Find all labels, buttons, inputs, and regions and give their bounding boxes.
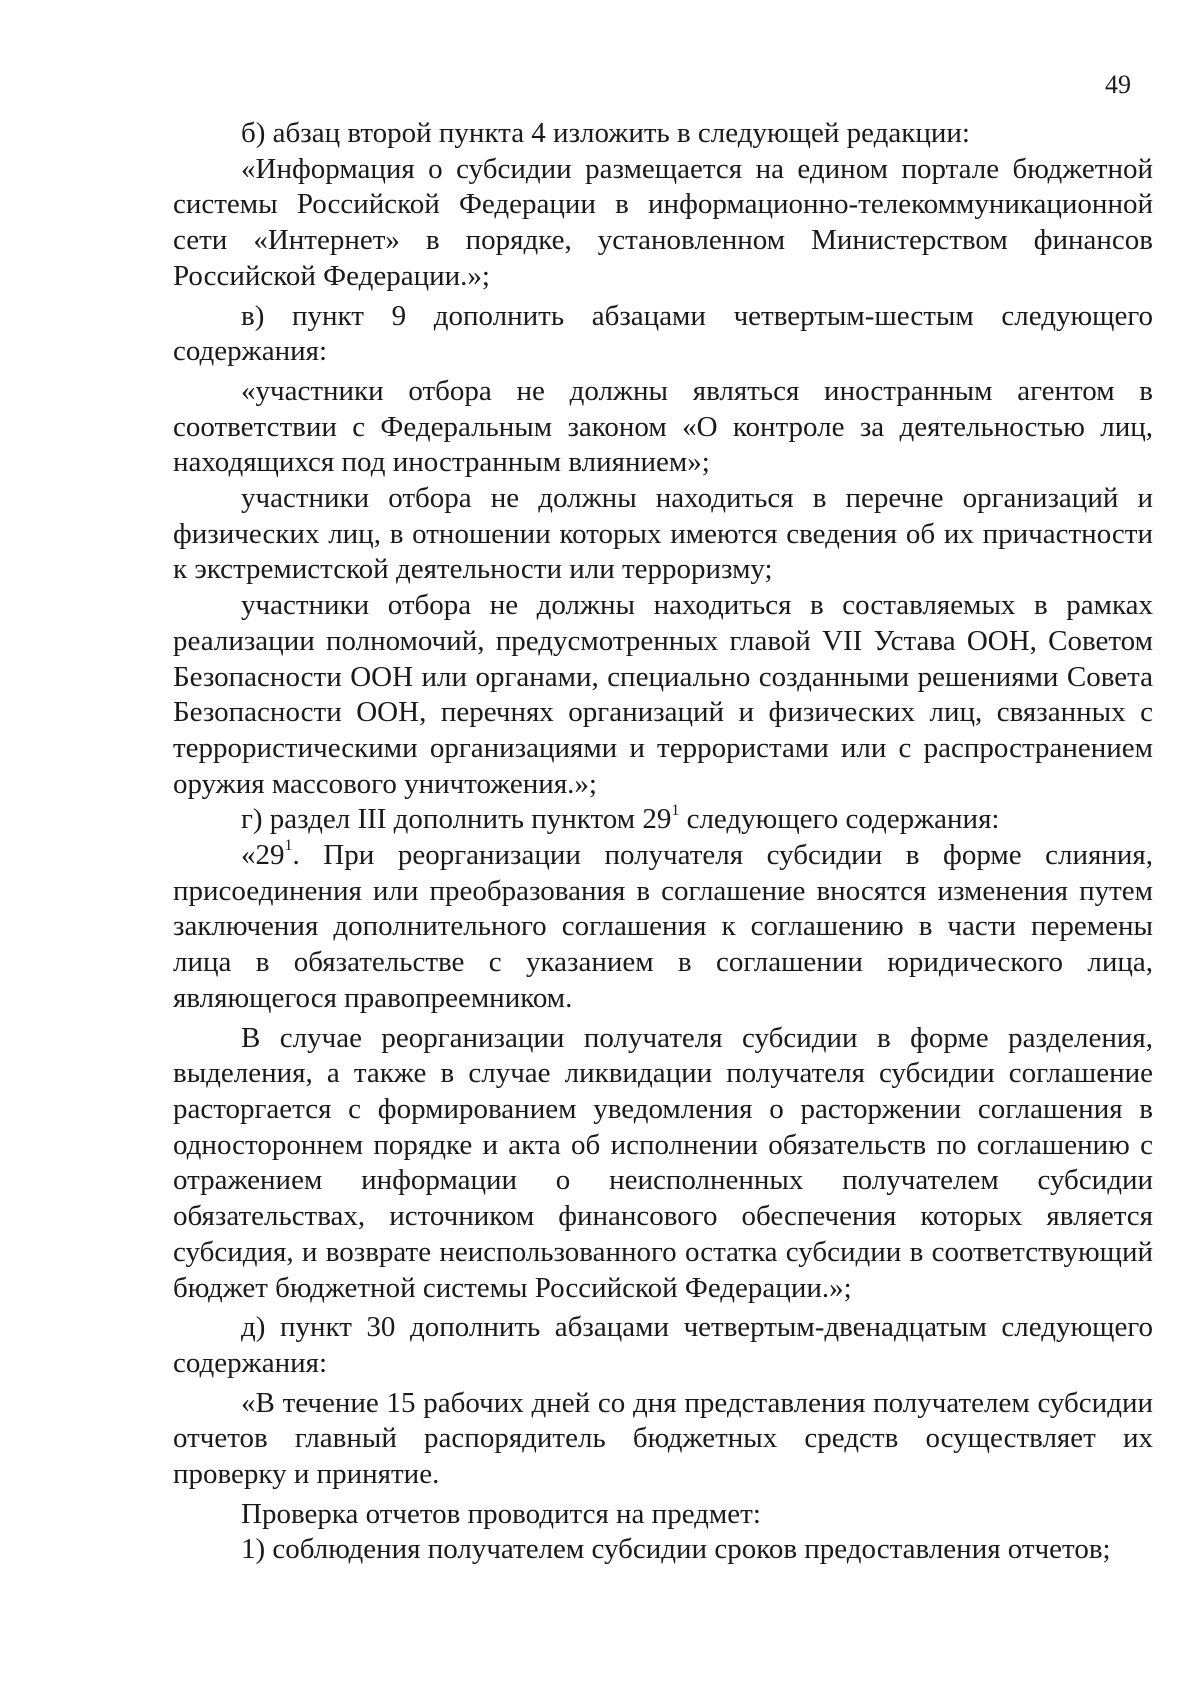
page-number: 49 [1105,70,1131,99]
paragraph-review-subject: Проверка отчетов проводится на предмет: [241,1497,761,1530]
paragraph-g-pre: г) раздел III дополнить пунктом 29 [241,803,672,836]
paragraph-b: б) абзац второй пункта 4 изложить в следующей редакции: [241,117,970,149]
paragraph-g-post: следующего содержания: [679,803,1000,836]
paragraph-d: д) пункт 30 дополнить абзацами четвертым-двенадцатым следующего содержания: [173,1311,1153,1379]
paragraph-29-1 [173,838,1153,1017]
paragraph-29-1-superscript: 1 [284,837,293,855]
paragraph-29-1-post: . При реорганизации получателя субсидии в форме слияния, присоединения или преобразования в соглашение вносятся изменения путем заключения дополнительного соглашения к соглашению в части перемены лица в обязательстве с указанием в соглашении юридического лица, являющегося правопреемником. [173,839,1153,1014]
paragraph-extremism: участники отбора не должны находиться в перечне организаций и физических лиц, в отношении которых имеются сведения об их причастности к экстремистской деятельности или терроризму; [173,482,1153,586]
paragraph-subsidy-info: «Информация о субсидии размещается на едином портале бюджетной системы Российской Федерации в информационно-телекоммуникационной сети «Интернет» в порядке, установленном Министерством финансов Российской Федерации.»; [173,152,1153,292]
document-body [173,116,1153,1568]
paragraph-g-superscript: 1 [671,801,680,819]
paragraph-v: в) пункт 9 дополнить абзацами четвертым-шестым следующего содержания: [173,299,1153,368]
paragraph-reorganization: В случае реорганизации получателя субсидии в форме разделения, выделения, а также в случае ликвидации получателя субсидии соглашение расторгается с формированием уведомления о расторжении соглашения в одностороннем порядке и акта об исполнении обязательств по соглашению с отражением информации о неисполненных получателем субсидии обязательствах, источником финансового обеспечения которых является субсидия, и возврате неиспользованного остатка субсидии в соответствующий бюджет бюджетной системы Российской Федерации.»; [173,1021,1153,1304]
paragraph-29-1-pre: «29 [241,839,285,872]
paragraph-g [173,802,1153,838]
paragraph-un-lists: участники отбора не должны находиться в составляемых в рамках реализации полномочий, предусмотренных главой VII Устава ООН, Советом Безопасности ООН или органами, специально созданными решениями Совета Безопасности ООН, перечнях организаций и физических лиц, связанных с террористическими организациями и террористами или с распространением оружия массового уничтожения.»; [173,589,1153,800]
paragraph-review-period: «В течение 15 рабочих дней со дня представления получателем субсидии отчетов главный распорядитель бюджетных средств осуществляет их проверку и принятие. [173,1386,1153,1491]
paragraph-item-1: 1) соблюдения получателем субсидии сроков предоставления отчетов; [241,1533,1111,1566]
paragraph-foreign-agent: «участники отбора не должны являться иностранным агентом в соответствии с Федеральным законом «О контроле за деятельностью лиц, находящихся под иностранным влиянием»; [173,374,1153,479]
